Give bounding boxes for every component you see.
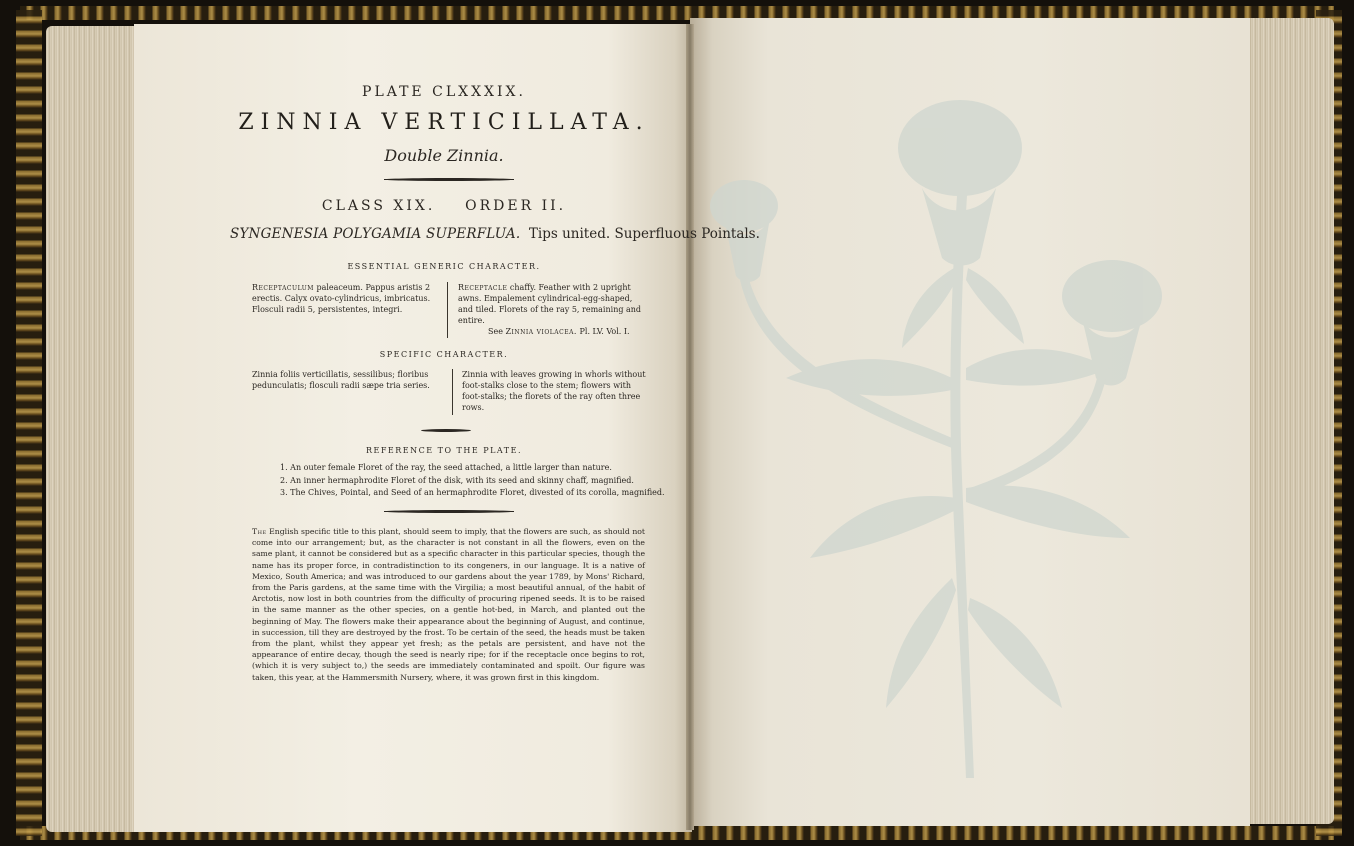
essential-character-heading: ESSENTIAL GENERIC CHARACTER. <box>347 262 541 271</box>
syngenesia-latin: SYNGENESIA POLYGAMIA SUPERFLUA. <box>230 226 521 242</box>
specific-english-text: Zinnia with leaves growing in whorls without foot-stalks close to the stem; flowers with foot-stalks; the florets of the ray often three rows. <box>462 370 646 412</box>
description-body <box>252 526 645 683</box>
order-label: ORDER II. <box>465 198 567 214</box>
body-dropcap: The <box>252 527 267 536</box>
class-label: CLASS XIX. <box>321 198 436 214</box>
page-stack-left <box>46 26 138 832</box>
syngenesia-line <box>230 226 760 242</box>
receptacle-lead: Receptacle <box>458 283 508 292</box>
essential-latin-body: paleaceum. Pappus aristis 2 erectis. Calyx ovato-cylindricus, imbricatus. Flosculi radii 5, persistentes, integri. <box>252 283 431 314</box>
plate-number: PLATE CLXXXIX. <box>362 84 526 100</box>
reference-heading: REFERENCE TO THE PLATE. <box>365 446 522 455</box>
plant-show-through-illustration <box>690 18 1250 826</box>
reference-item: 3. The Chives, Pointal, and Seed of an hermaphrodite Floret, divested of its corolla, magnified. <box>280 488 665 497</box>
receptaculum-lead: Receptaculum <box>252 283 314 292</box>
page-stack-right <box>1242 18 1334 824</box>
ornamental-rule-line <box>384 179 514 180</box>
small-ornament-rule <box>421 429 471 432</box>
column-divider <box>447 282 448 338</box>
specific-latin-text: Zinnia foliis verticillatis, sessilibus; floribus pedunculatis; flosculi radii sæpe tria series. <box>252 370 430 390</box>
species-title: ZINNIA VERTICILLATA. <box>238 110 650 135</box>
see-reference: Zinnia violacea. <box>505 327 577 336</box>
essential-english-body: chaffy. Feather with 2 upright awns. Empalement cylindrical-egg-shaped, and tiled. Florets of the ray 5, remaining and entire. <box>458 283 642 325</box>
specific-character-heading: SPECIFIC CHARACTER. <box>379 350 509 359</box>
reference-item: 2. An inner hermaphrodite Floret of the disk, with its seed and skinny chaff, magnified. <box>280 475 634 485</box>
essential-latin-text <box>252 282 440 315</box>
body-paragraph: English specific title to this plant, should seem to imply, that the flowers are such, as should not come into our arrangement; but, as the character is not constant in all the flowers, even on the same plant, it cannot be considered but as a specific character in this particular species, though the name has its proper force, in contradistinction to its congeners, in our language. It is a native of Mexico, South America; and was introduced to our gardens about the year 1789, by Mons' Richard, from the Paris gardens, at the same time with the Virgilia; a most beautiful annual, of the habit of Arctotis, now lost in both countries from the difficulty of procuring ripened seeds. It is to be raised in the same manner as the other species, on a gentle hot-bed, in March, and planted out the beginning of May. The flowers make their appearance about the beginning of August, and continue, in succession, till they are destroyed by the frost. To be certain of the seed, the heads must be taken from the plant, whilst they appear yet fresh; as the petals are persistent, and have not the appearance of entire decay, though the seed is nearly ripe; for if the receptacle once begins to rot, (which it is very subject to,) the seeds are immediately contaminated and spoilt. Our figure was taken, this year, at the Hammersmith Nursery, where, it was grown first in this kingdom. <box>252 527 645 682</box>
ornamental-rule-lower-line <box>384 511 514 512</box>
class-order-line <box>134 198 754 214</box>
essential-english-text <box>458 282 646 337</box>
common-name: Double Zinnia. <box>384 146 504 165</box>
reference-item: 1. An outer female Floret of the ray, the seed attached, a little larger than nature. <box>280 463 612 472</box>
syngenesia-english: Tips united. Superfluous Pointals. <box>528 226 760 242</box>
column-divider-2 <box>452 369 453 415</box>
gilt-border-left <box>16 10 42 836</box>
see-plate: Pl. LV. Vol. I. <box>579 327 630 336</box>
book-gutter <box>686 24 694 830</box>
reference-list <box>280 462 665 500</box>
see-prefix: See <box>488 327 503 336</box>
